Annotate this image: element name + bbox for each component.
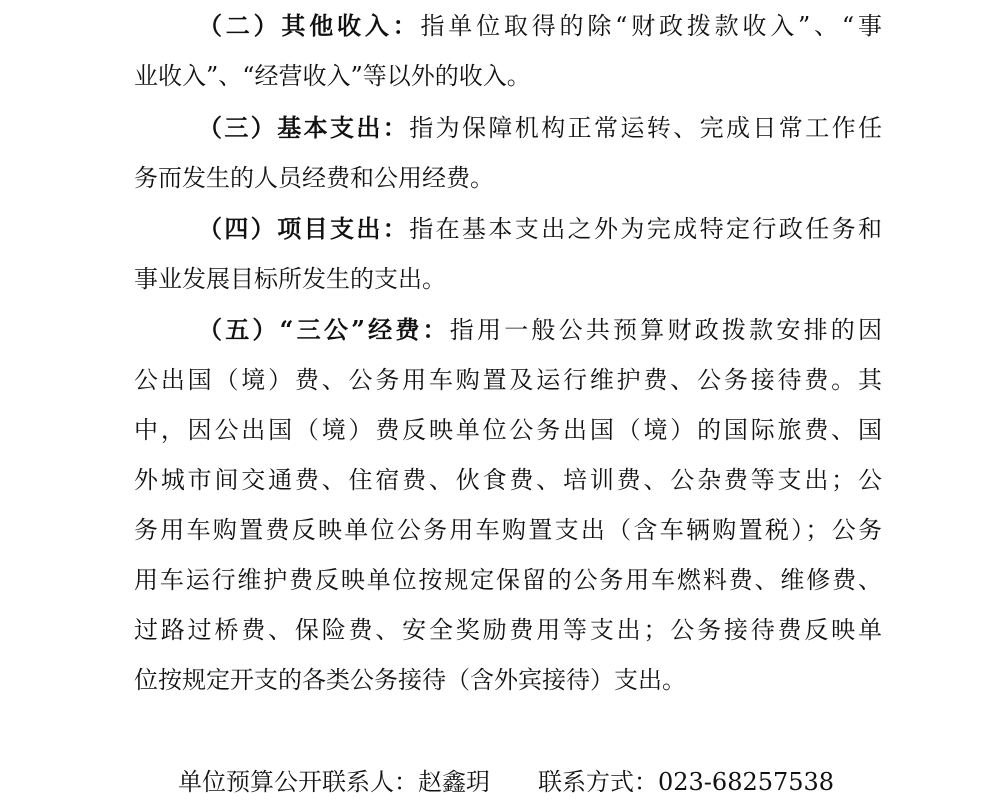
definition-text: 指为保障机构正常运转、完成日常工作任: [409, 114, 883, 142]
paragraph-three-public-line-5: 务用车购置费反映单位公务用车购置支出（含车辆购置税）；公务: [134, 516, 882, 544]
term-three-public-expense: （五）“三公”经费：: [198, 315, 450, 344]
term-project-expense: （四）项目支出：: [198, 214, 410, 243]
contact-person-name: 赵鑫玥: [418, 768, 490, 796]
paragraph-other-income-line-2: 业收入”、“经营收入”等以外的收入。: [134, 62, 531, 90]
paragraph-three-public-line-6: 用车运行维护费反映单位按规定保留的公务用车燃料费、维修费、: [134, 566, 882, 594]
contact-method-label: 联系方式：: [538, 768, 658, 796]
paragraph-three-public-line-3: 中，因公出国（境）费反映单位公务出国（境）的国际旅费、国: [134, 416, 882, 444]
paragraph-project-expense-line-1: [198, 204, 882, 254]
contact-line: [178, 757, 834, 807]
definition-text: 指在基本支出之外为完成特定行政任务和: [409, 215, 883, 243]
paragraph-basic-expense-line-1: [198, 103, 882, 153]
paragraph-three-public-line-8: 位按规定开支的各类公务接待（含外宾接待）支出。: [134, 666, 686, 694]
term-other-income: （二）其他收入：: [198, 11, 421, 40]
paragraph-three-public-line-7: 过路过桥费、保险费、安全奖励费用等支出；公务接待费反映单: [134, 616, 882, 644]
paragraph-basic-expense-line-2: 务而发生的人员经费和公用经费。: [134, 164, 494, 192]
contact-phone: 023-68257538: [658, 768, 835, 796]
definition-text: 指单位取得的除“财政拨款收入”、“事: [420, 12, 883, 40]
paragraph-other-income-line-1: [198, 1, 882, 51]
paragraph-three-public-line-2: 公出国（境）费、公务用车购置及运行维护费、公务接待费。其: [134, 366, 882, 394]
definition-text: 指用一般公共预算财政拨款安排的因: [449, 316, 882, 344]
paragraph-three-public-line-4: 外城市间交通费、住宿费、伙食费、培训费、公杂费等支出；公: [134, 466, 882, 494]
paragraph-three-public-line-1: [198, 305, 882, 355]
term-basic-expense: （三）基本支出：: [198, 113, 410, 142]
contact-person-label: 单位预算公开联系人：: [178, 768, 418, 796]
paragraph-project-expense-line-2: 事业发展目标所发生的支出。: [134, 265, 446, 293]
